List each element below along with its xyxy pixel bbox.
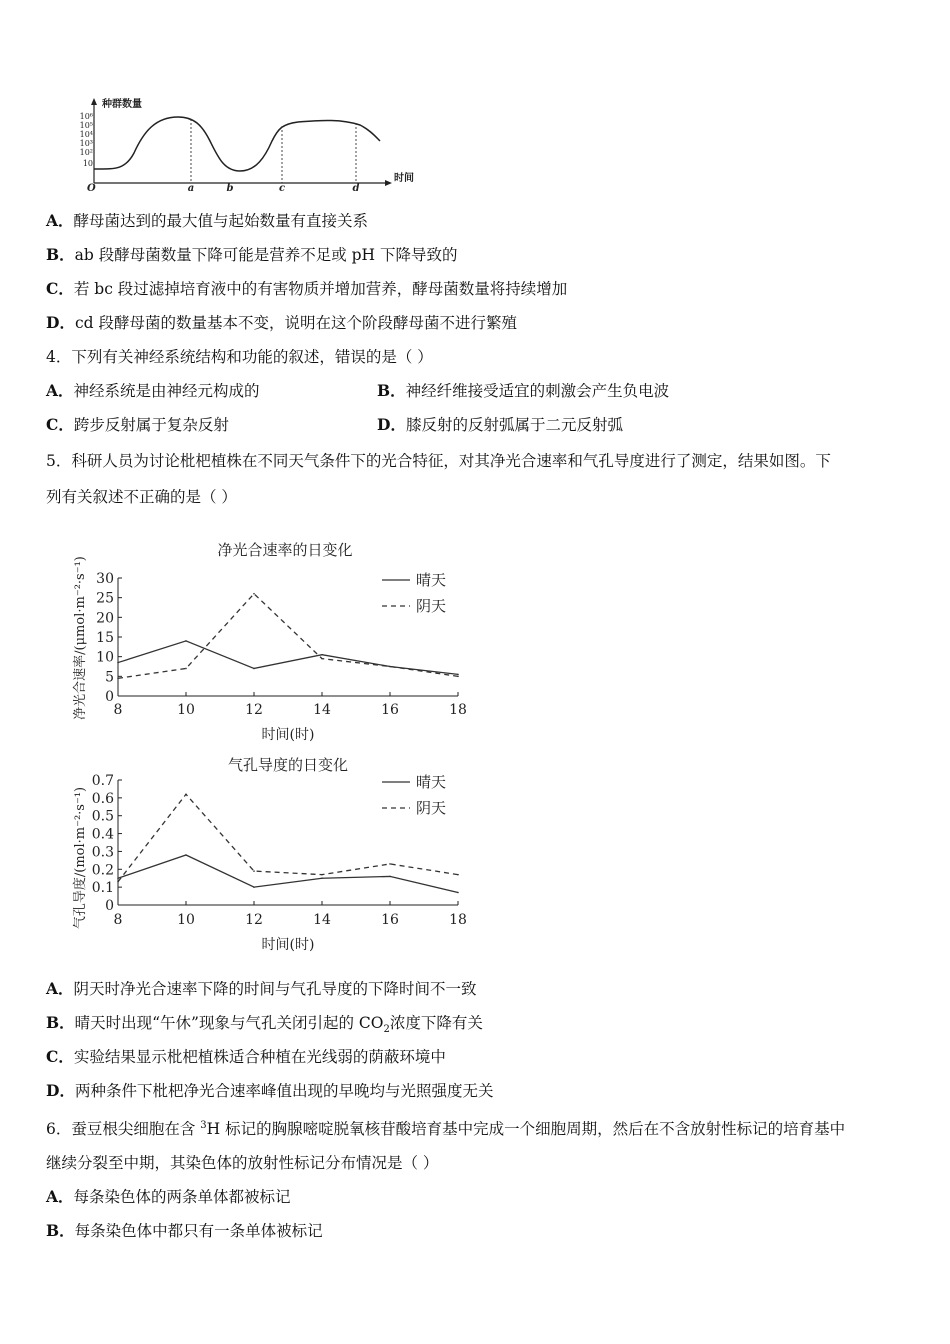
- x-tick-label: 12: [245, 912, 263, 928]
- y-tick-label: 25: [96, 590, 114, 607]
- q5-option-a: [46, 978, 477, 1000]
- y-tick-label: 0: [105, 689, 114, 705]
- q4-option-a: [46, 380, 260, 402]
- chart-ylabel: 净光合速率/(μmol·m⁻²·s⁻¹): [73, 556, 88, 720]
- data-point: [389, 863, 391, 865]
- option-text: 神经纤维接受适宜的刺激会产生负电波: [405, 382, 670, 400]
- option-label: B．: [46, 1013, 75, 1032]
- y-tick-label: 10: [96, 649, 114, 666]
- q6-stem-line2: 继续分裂至中期，其染色体的放射性标记分布情况是（ ）: [46, 1154, 439, 1172]
- population-chart: [70, 95, 430, 195]
- option-text: ab 段酵母菌数量下降可能是营养不足或 pH 下降导致的: [74, 246, 458, 264]
- q4-stem: 4．下列有关神经系统结构和功能的叙述，错误的是（ ）: [46, 348, 433, 366]
- x-tick-label: 14: [313, 702, 331, 718]
- option-label: B．: [46, 245, 75, 264]
- series-line-sunny: [118, 855, 458, 893]
- option-text: 酵母菌达到的最大值与起始数量有直接关系: [73, 212, 369, 230]
- data-point: [389, 876, 391, 878]
- x-tick-label: 18: [449, 702, 467, 718]
- data-point: [321, 877, 323, 879]
- option-label: D．: [377, 415, 406, 434]
- x-tick-label: 10: [177, 702, 195, 718]
- q3-option-a: [46, 210, 368, 232]
- q4-option-c: [46, 414, 229, 436]
- x-tick-label: 8: [113, 702, 123, 718]
- x-tick-label: 18: [449, 912, 467, 928]
- data-point: [253, 593, 255, 595]
- option-text: 晴天时出现“午休”现象与气孔关闭引起的 CO: [74, 1014, 384, 1032]
- option-label: C．: [46, 415, 74, 434]
- chart-title: 气孔导度的日变化: [227, 756, 349, 774]
- q4-option-b: [377, 380, 669, 402]
- superscript: 3: [200, 1120, 207, 1131]
- option-label: A．: [46, 211, 74, 230]
- option-text: 实验结果显示枇杷植株适合种植在光线弱的荫蔽环境中: [73, 1048, 446, 1066]
- q6-stem-text: H 标记的胸腺嘧啶脱氧核苷酸培育基中完成一个细胞周期，然后在不含放射性标记的培育基中: [206, 1120, 846, 1139]
- x-tick-label: 16: [381, 912, 399, 928]
- legend-label: 晴天: [416, 773, 447, 791]
- data-point: [457, 674, 459, 676]
- population-ytick: 10⁶: [79, 112, 93, 121]
- chart-ylabel: 气孔导度/(mol·m⁻²·s⁻¹): [73, 786, 88, 930]
- option-text: 膝反射的反射弧属于二元反射弧: [405, 416, 623, 434]
- population-ytick: 10: [82, 159, 93, 168]
- data-point: [117, 678, 119, 680]
- net-photosynthesis-chart: [60, 530, 480, 750]
- option-text: 神经系统是由神经元构成的: [73, 382, 260, 400]
- series-line-overcast: [118, 794, 458, 882]
- option-text: cd 段酵母菌的数量基本不变，说明在这个阶段酵母菌不进行繁殖: [74, 314, 517, 332]
- legend-label: 晴天: [416, 571, 447, 589]
- data-point: [457, 892, 459, 894]
- option-label: A．: [46, 381, 74, 400]
- option-label: D．: [46, 1081, 75, 1100]
- data-point: [253, 886, 255, 888]
- y-tick-label: 5: [105, 669, 114, 686]
- chart-xlabel: 时间(时): [261, 937, 315, 953]
- option-text: 跨步反射属于复杂反射: [73, 416, 229, 434]
- y-tick-label: 0.2: [91, 862, 114, 879]
- legend-label: 阴天: [416, 799, 447, 817]
- option-text: 若 bc 段过滤掉培育液中的有害物质并增加营养，酵母菌数量将持续增加: [73, 280, 568, 298]
- population-ytick: 10⁵: [79, 121, 93, 130]
- q5-option-c: [46, 1046, 446, 1068]
- y-tick-label: 0.1: [91, 880, 114, 897]
- population-xtick-b: b: [226, 183, 234, 194]
- population-ylabel: 种群数量: [102, 99, 142, 110]
- y-tick-label: 0.4: [91, 826, 114, 843]
- population-origin: O: [87, 183, 96, 194]
- option-text: 浓度下降有关: [389, 1014, 483, 1032]
- population-ytick-labels: [80, 112, 93, 168]
- data-point: [253, 668, 255, 670]
- data-point: [185, 668, 187, 670]
- x-tick-label: 8: [113, 912, 123, 928]
- data-point: [321, 658, 323, 660]
- y-tick-label: 0.3: [91, 844, 114, 861]
- population-ytick: 10³: [79, 139, 93, 148]
- data-point: [117, 877, 119, 879]
- q5-stem-line1: 5．科研人员为讨论枇杷植株在不同天气条件下的光合特征，对其净光合速率和气孔导度进行了测定，结果如图。下: [46, 452, 831, 470]
- option-text: 每条染色体中都只有一条单体被标记: [74, 1222, 323, 1240]
- legend-label: 阴天: [416, 597, 447, 615]
- x-tick-label: 10: [177, 912, 195, 928]
- population-curve: [94, 117, 380, 171]
- chart-title: 净光合速率的日变化: [217, 541, 353, 559]
- data-point: [321, 654, 323, 656]
- chart-xlabel: 时间(时): [261, 727, 315, 743]
- data-point: [117, 881, 119, 883]
- q3-option-c: [46, 278, 567, 300]
- y-tick-label: 0.7: [91, 773, 114, 789]
- population-x-axis: [94, 180, 392, 186]
- population-xtick-d: d: [352, 183, 360, 194]
- q5-option-b: [46, 1012, 483, 1041]
- data-point: [389, 666, 391, 668]
- option-label: C．: [46, 279, 74, 298]
- population-ytick: 10²: [79, 148, 93, 157]
- y-tick-label: 0.6: [91, 790, 114, 807]
- series-line-overcast: [118, 594, 458, 679]
- data-point: [185, 854, 187, 856]
- data-point: [457, 874, 459, 876]
- q6-option-a: [46, 1186, 291, 1208]
- option-label: A．: [46, 1187, 74, 1206]
- q3-option-b: [46, 244, 458, 266]
- option-text: 两种条件下枇杷净光合速率峰值出现的早晚均与光照强度无关: [74, 1082, 494, 1100]
- y-tick-label: 20: [96, 610, 114, 627]
- option-label: D．: [46, 313, 75, 332]
- series-line-sunny: [118, 641, 458, 674]
- population-xlabel: 时间: [394, 173, 414, 184]
- data-point: [321, 874, 323, 876]
- data-point: [457, 676, 459, 678]
- option-label: B．: [377, 381, 406, 400]
- x-tick-label: 16: [381, 702, 399, 718]
- q3-option-d: [46, 312, 517, 334]
- y-tick-label: 15: [96, 630, 114, 646]
- data-point: [185, 793, 187, 795]
- q6-stem-line1: [46, 1115, 845, 1140]
- population-xtick-c: c: [278, 183, 286, 194]
- q5-option-d: [46, 1080, 493, 1102]
- x-tick-label: 14: [313, 912, 331, 928]
- data-point: [117, 662, 119, 664]
- data-point: [185, 640, 187, 642]
- q4-option-d: [377, 414, 623, 436]
- option-label: C．: [46, 1047, 74, 1066]
- y-tick-label: 30: [96, 571, 114, 587]
- q6-stem-text: 6．蚕豆根尖细胞在含: [46, 1120, 201, 1139]
- population-ytick: 10⁴: [79, 130, 93, 139]
- y-tick-label: 0: [105, 898, 114, 914]
- subscript: 2: [383, 1024, 390, 1036]
- population-xtick-a: a: [187, 183, 195, 194]
- q5-stem-line2: 列有关叙述不正确的是（ ）: [46, 488, 237, 506]
- option-text: 每条染色体的两条单体都被标记: [73, 1188, 291, 1206]
- option-text: 阴天时净光合速率下降的时间与气孔导度的下降时间不一致: [73, 980, 477, 998]
- q6-option-b: [46, 1220, 323, 1242]
- y-tick-label: 0.5: [91, 808, 114, 825]
- data-point: [253, 870, 255, 872]
- option-label: A．: [46, 979, 74, 998]
- x-tick-label: 12: [245, 702, 263, 718]
- option-label: B．: [46, 1221, 75, 1240]
- stomatal-conductance-chart: [60, 750, 480, 965]
